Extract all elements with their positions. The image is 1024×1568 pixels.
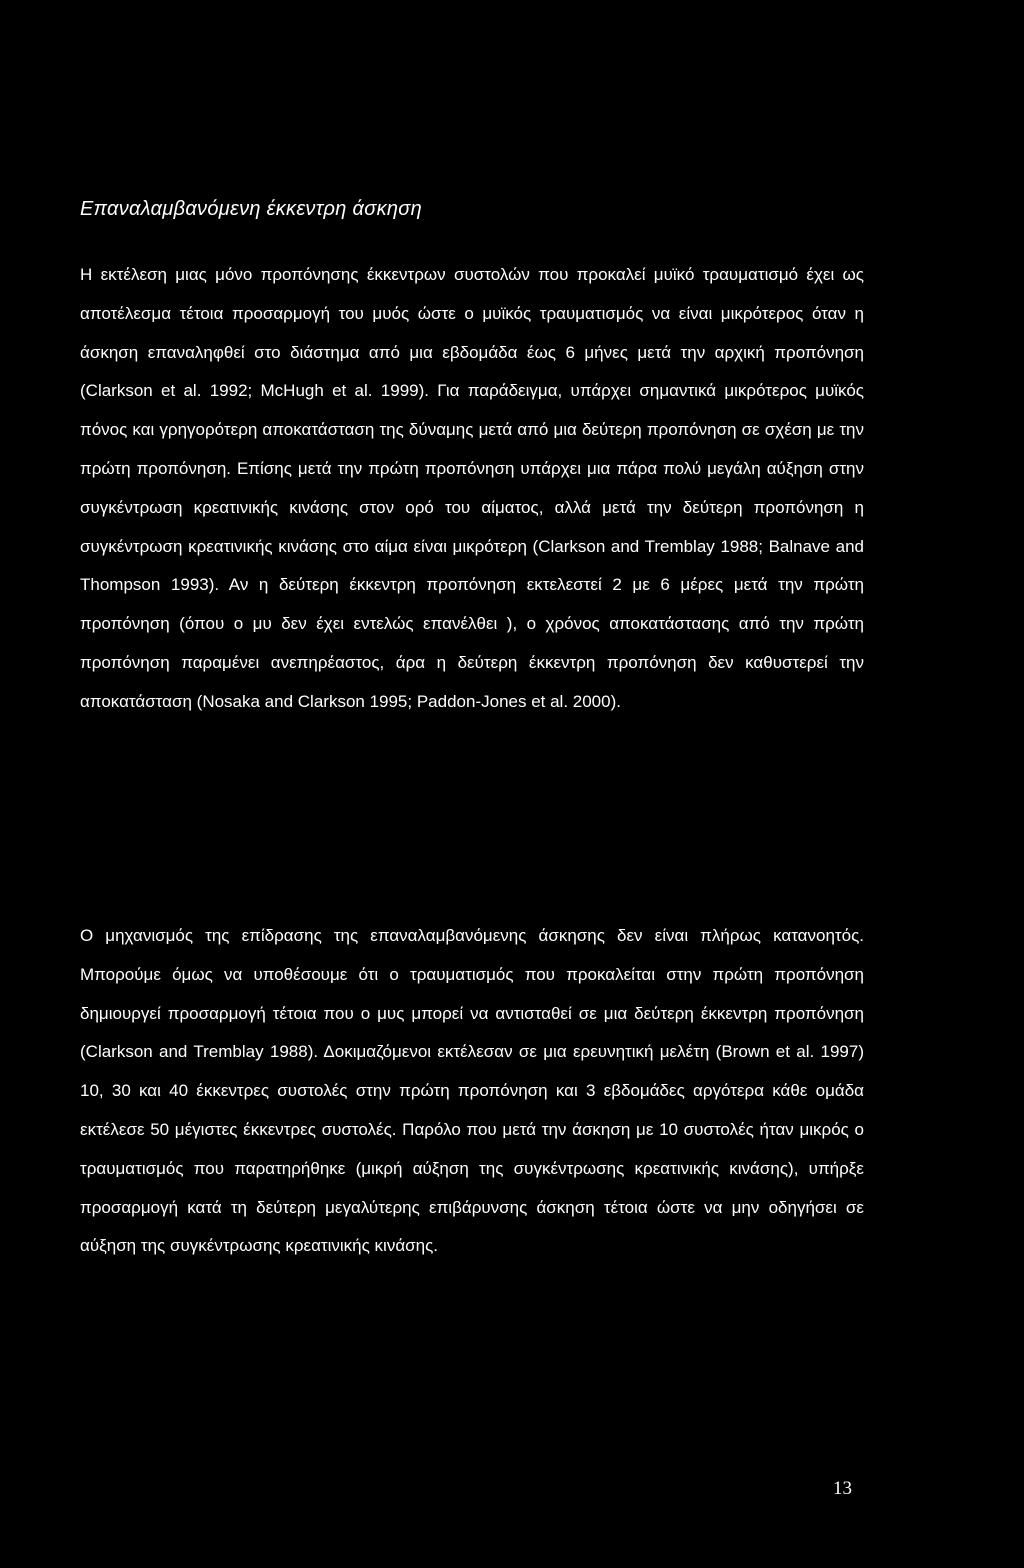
document-page — [80, 0, 864, 1568]
paragraph-1: Η εκτέλεση μιας μόνο προπόνησης έκκεντρων συστολών που προκαλεί μυϊκό τραυματισμό έχει ως αποτέλεσμα τέτοια προσαρμογή του μυός ώστε ο μυϊκός τραυματισμός να είναι μικρότερος όταν η άσκηση επαναληφθεί στο διάστημα από μια εβδομάδα έως 6 μήνες μετά την αρχική προπόνηση (Clarkson et al. 1992; McHugh et al. 1999). Για παράδειγμα, υπάρχει σημαντικά μικρότερος μυϊκός πόνος και γρηγορότερη αποκατάσταση της δύναμης μετά από μια δεύτερη προπόνηση σε σχέση με την πρώτη προπόνηση. Επίσης μετά την πρώτη προπόνηση υπάρχει μια πάρα πολύ μεγάλη αύξηση στην συγκέντρωση κρεατινικής κινάσης στον ορό του αίματος, αλλά μετά την δεύτερη προπόνηση η συγκέντρωση κρεατινικής κινάσης στο αίμα είναι μικρότερη (Clarkson and Tremblay 1988; Balnave and Thompson 1993). Αν η δεύτερη έκκεντρη προπόνηση εκτελεστεί 2 με 6 μέρες μετά την πρώτη προπόνηση (όπου ο μυ δεν έχει εντελώς επανέλθει ), ο χρόνος αποκατάστασης από την πρώτη προπόνηση παραμένει ανεπηρέαστος, άρα η δεύτερη έκκεντρη προπόνηση δεν καθυστερεί την αποκατάσταση (Nosaka and Clarkson 1995; Paddon-Jones et al. 2000). — [80, 265, 864, 711]
paragraph-2: Ο μηχανισμός της επίδρασης της επαναλαμβανόμενης άσκησης δεν είναι πλήρως κατανοητός. Μπορούμε όμως να υποθέσουμε ότι ο τραυματισμός που προκαλείται στην πρώτη προπόνηση δημιουργεί προσαρμογή τέτοια που ο μυς μπορεί να αντισταθεί σε μια δεύτερη έκκεντρη προπόνηση (Clarkson and Tremblay 1988). Δοκιμαζόμενοι εκτέλεσαν σε μια ερευνητική μελέτη (Brown et al. 1997) 10, 30 και 40 έκκεντρες συστολές στην πρώτη προπόνηση και 3 εβδομάδες αργότερα κάθε ομάδα εκτέλεσε 50 μέγιστες έκκεντρες συστολές. Παρόλο που μετά την άσκηση με 10 συστολές ήταν μικρός ο τραυματισμός που παρατηρήθηκε (μικρή αύξηση της συγκέντρωσης κρεατινικής κινάσης), υπήρξε προσαρμογή κατά τη δεύτερη μεγαλύτερης επιβάρυνσης άσκηση τέτοια ώστε να μην οδηγήσει σε αύξηση της συγκέντρωσης κρεατινικής κινάσης. — [80, 926, 864, 1256]
section-heading: Επαναλαμβανόμενη έκκεντρη άσκηση — [80, 198, 423, 220]
page-number: 13 — [833, 1478, 852, 1499]
